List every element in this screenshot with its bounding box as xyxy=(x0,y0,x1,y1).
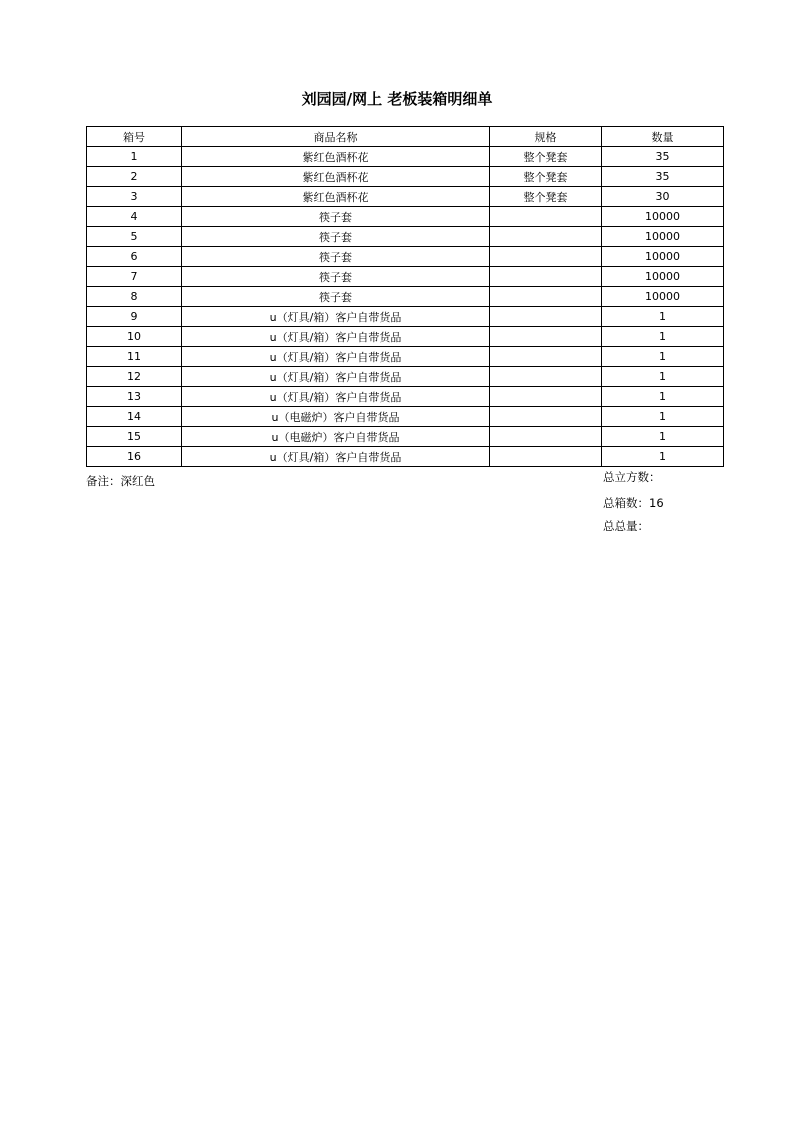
cell-specification xyxy=(490,447,602,467)
remarks: 备注：深红色 xyxy=(86,474,155,488)
cell-box-number: 3 xyxy=(87,187,182,207)
cell-box-number: 10 xyxy=(87,327,182,347)
total-volume: 总立方数： xyxy=(603,470,661,484)
cell-quantity: 10000 xyxy=(602,207,724,227)
cell-quantity: 1 xyxy=(602,407,724,427)
cell-box-number: 9 xyxy=(87,307,182,327)
cell-product-name: u（灯具/箱）客户自带货品 xyxy=(182,367,490,387)
cell-quantity: 1 xyxy=(602,347,724,367)
table-row xyxy=(87,227,724,247)
document-title: 刘园园/网上 老板装箱明细单 xyxy=(301,90,493,108)
cell-specification xyxy=(490,427,602,447)
cell-specification xyxy=(490,307,602,327)
cell-product-name: u（灯具/箱）客户自带货品 xyxy=(182,327,490,347)
cell-product-name: 筷子套 xyxy=(182,247,490,267)
table-header-row xyxy=(87,127,724,147)
cell-specification xyxy=(490,247,602,267)
cell-quantity: 1 xyxy=(602,307,724,327)
cell-quantity: 10000 xyxy=(602,287,724,307)
total-weight: 总总量： xyxy=(603,519,649,533)
header-product-name: 商品名称 xyxy=(182,127,490,147)
cell-quantity: 30 xyxy=(602,187,724,207)
cell-product-name: u（灯具/箱）客户自带货品 xyxy=(182,447,490,467)
header-quantity: 数量 xyxy=(602,127,724,147)
table-row xyxy=(87,287,724,307)
cell-quantity: 10000 xyxy=(602,267,724,287)
cell-specification xyxy=(490,367,602,387)
cell-specification xyxy=(490,207,602,227)
table-row xyxy=(87,207,724,227)
cell-specification xyxy=(490,327,602,347)
table-row xyxy=(87,367,724,387)
cell-quantity: 1 xyxy=(602,327,724,347)
table-row xyxy=(87,427,724,447)
cell-box-number: 15 xyxy=(87,427,182,447)
cell-specification: 整个凳套 xyxy=(490,147,602,167)
header-specification: 规格 xyxy=(490,127,602,147)
cell-product-name: 筷子套 xyxy=(182,267,490,287)
cell-specification xyxy=(490,267,602,287)
table-body xyxy=(87,147,724,467)
cell-box-number: 16 xyxy=(87,447,182,467)
cell-product-name: 紫红色酒杯花 xyxy=(182,167,490,187)
header-box-number: 箱号 xyxy=(87,127,182,147)
cell-quantity: 1 xyxy=(602,387,724,407)
cell-specification xyxy=(490,347,602,367)
cell-product-name: u（灯具/箱）客户自带货品 xyxy=(182,307,490,327)
table-row xyxy=(87,447,724,467)
cell-box-number: 4 xyxy=(87,207,182,227)
cell-product-name: 紫红色酒杯花 xyxy=(182,187,490,207)
cell-box-number: 8 xyxy=(87,287,182,307)
table-row xyxy=(87,387,724,407)
cell-quantity: 35 xyxy=(602,167,724,187)
packing-list-table xyxy=(86,126,724,467)
cell-box-number: 2 xyxy=(87,167,182,187)
table-row xyxy=(87,307,724,327)
cell-quantity: 10000 xyxy=(602,247,724,267)
table-row xyxy=(87,347,724,367)
cell-quantity: 1 xyxy=(602,427,724,447)
cell-specification xyxy=(490,407,602,427)
table-row xyxy=(87,147,724,167)
cell-box-number: 12 xyxy=(87,367,182,387)
cell-quantity: 35 xyxy=(602,147,724,167)
cell-box-number: 6 xyxy=(87,247,182,267)
cell-product-name: u（电磁炉）客户自带货品 xyxy=(182,407,490,427)
total-boxes: 总箱数：16 xyxy=(603,496,664,510)
cell-box-number: 11 xyxy=(87,347,182,367)
cell-box-number: 5 xyxy=(87,227,182,247)
cell-product-name: u（灯具/箱）客户自带货品 xyxy=(182,387,490,407)
cell-product-name: 紫红色酒杯花 xyxy=(182,147,490,167)
cell-product-name: 筷子套 xyxy=(182,207,490,227)
table-row xyxy=(87,407,724,427)
cell-product-name: u（灯具/箱）客户自带货品 xyxy=(182,347,490,367)
cell-box-number: 13 xyxy=(87,387,182,407)
cell-specification: 整个凳套 xyxy=(490,187,602,207)
table-row xyxy=(87,327,724,347)
table-row xyxy=(87,187,724,207)
cell-box-number: 7 xyxy=(87,267,182,287)
cell-product-name: 筷子套 xyxy=(182,227,490,247)
cell-quantity: 10000 xyxy=(602,227,724,247)
cell-specification xyxy=(490,287,602,307)
table-row xyxy=(87,267,724,287)
cell-product-name: 筷子套 xyxy=(182,287,490,307)
table-row xyxy=(87,247,724,267)
table-row xyxy=(87,167,724,187)
cell-specification: 整个凳套 xyxy=(490,167,602,187)
cell-quantity: 1 xyxy=(602,447,724,467)
cell-quantity: 1 xyxy=(602,367,724,387)
cell-box-number: 1 xyxy=(87,147,182,167)
cell-specification xyxy=(490,387,602,407)
cell-product-name: u（电磁炉）客户自带货品 xyxy=(182,427,490,447)
cell-box-number: 14 xyxy=(87,407,182,427)
cell-specification xyxy=(490,227,602,247)
